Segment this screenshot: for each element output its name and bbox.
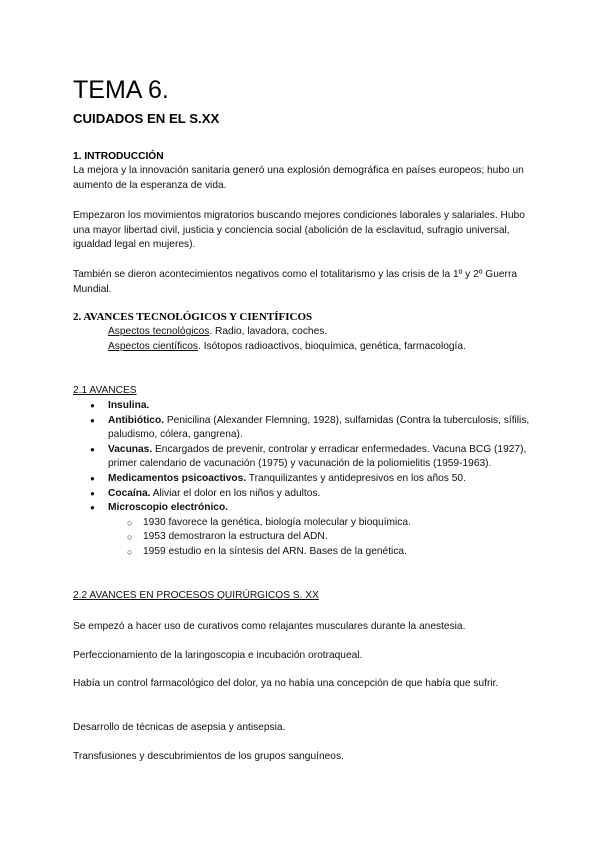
item-title: Antibiótico.: [108, 414, 165, 426]
quirurgicos-paragraph-5: Transfusiones y descubrimientos de los grupos sanguíneos.: [73, 751, 344, 762]
list-item: [73, 443, 533, 472]
aspectos-tecnologicos-text: . Radio, lavadora, coches.: [209, 326, 328, 337]
item-text: Penicilina (Alexander Flemning, 1928), sulfamidas (Contra la tuberculosis, sífilis, paludismo, cólera, gangrena).: [108, 414, 530, 441]
avances-21-heading: 2.1 AVANCES: [73, 385, 137, 396]
sub-list-item: ○ 1953 demostraron la estructura del ADN.: [73, 530, 533, 545]
sub-list-item: ○ 1959 estudio en la síntesis del ARN. Bases de la genética.: [73, 545, 533, 560]
item-title: Vacunas.: [108, 443, 153, 455]
item-text: Aliviar el dolor en los niños y adultos.: [150, 487, 321, 499]
avances-22-heading: 2.2 AVANCES EN PROCESOS QUIRÚRGICOS S. XX: [73, 590, 319, 601]
item-title: Cocaína.: [108, 487, 151, 499]
item-title: Medicamentos psicoactivos.: [108, 472, 247, 484]
sub-list-item: ○ 1930 favorece la genética, biología molecular y bioquímica.: [73, 516, 533, 531]
page-title: TEMA 6.: [73, 76, 169, 104]
item-text: Tranquilizantes y antidepresivos en los años 50.: [246, 472, 466, 484]
intro-paragraph-3: También se dieron acontecimientos negativos como el totalitarismo y las crisis de la 1º y 2º Guerra Mundial.: [73, 269, 518, 295]
aspectos-cientificos-label: Aspectos científicos: [108, 341, 199, 352]
list-item: [73, 487, 533, 502]
microscopio-sublist: [73, 516, 533, 560]
intro-paragraph-2: Empezaron los movimientos migratorios buscando mejores condiciones laborales y salariales. Hubo una mayor libertad civil, justicia y conciencia social (abolición de la esclavitud, sufragio universal, igualdad legal en mujeres).: [73, 210, 525, 251]
aspectos-cientificos-text: . Isótopos radioactivos, bioquímica, genética, farmacología.: [198, 341, 466, 352]
quirurgicos-paragraph-2: Perfeccionamiento de la laringoscopia e incubación orotraqueal.: [73, 650, 363, 661]
item-title: Microscopio electrónico.: [108, 502, 229, 514]
aspectos-cientificos-line: [108, 340, 538, 355]
aspectos-tecnologicos-line: [108, 325, 538, 340]
list-item: [73, 399, 533, 414]
aspectos-tecnologicos-label: Aspectos tecnológicos: [108, 326, 210, 337]
list-item: [73, 414, 533, 443]
page-subtitle: CUIDADOS EN EL S.XX: [73, 111, 220, 126]
quirurgicos-paragraph-3: Había un control farmacológico del dolor, ya no había una concepción de que había que sufrir.: [73, 678, 499, 689]
list-item: [73, 472, 533, 487]
avances-21-list: [73, 399, 533, 560]
quirurgicos-paragraph-4: Desarrollo de técnicas de asepsia y antisepsia.: [73, 722, 286, 733]
quirurgicos-paragraph-1: Se empezó a hacer uso de curativos como relajantes musculares durante la anestesia.: [73, 621, 466, 632]
intro-paragraph-1: La mejora y la innovación sanitaria generó una explosión demográfica en países europeos; hubo un aumento de la esperanza de vida.: [73, 165, 524, 191]
item-text: Encargados de prevenir, controlar y erradicar enfermedades. Vacuna BCG (1927), primer calendario de vacunación (1975) y vacunación de la poliomielitis (1959-1963).: [108, 443, 527, 470]
intro-heading: 1. INTRODUCCIÓN: [73, 151, 164, 162]
avances-heading: 2. AVANCES TECNOLÓGICOS Y CIENTÍFICOS: [73, 311, 313, 323]
list-item: [73, 501, 533, 559]
item-title: Insulina.: [108, 400, 150, 411]
